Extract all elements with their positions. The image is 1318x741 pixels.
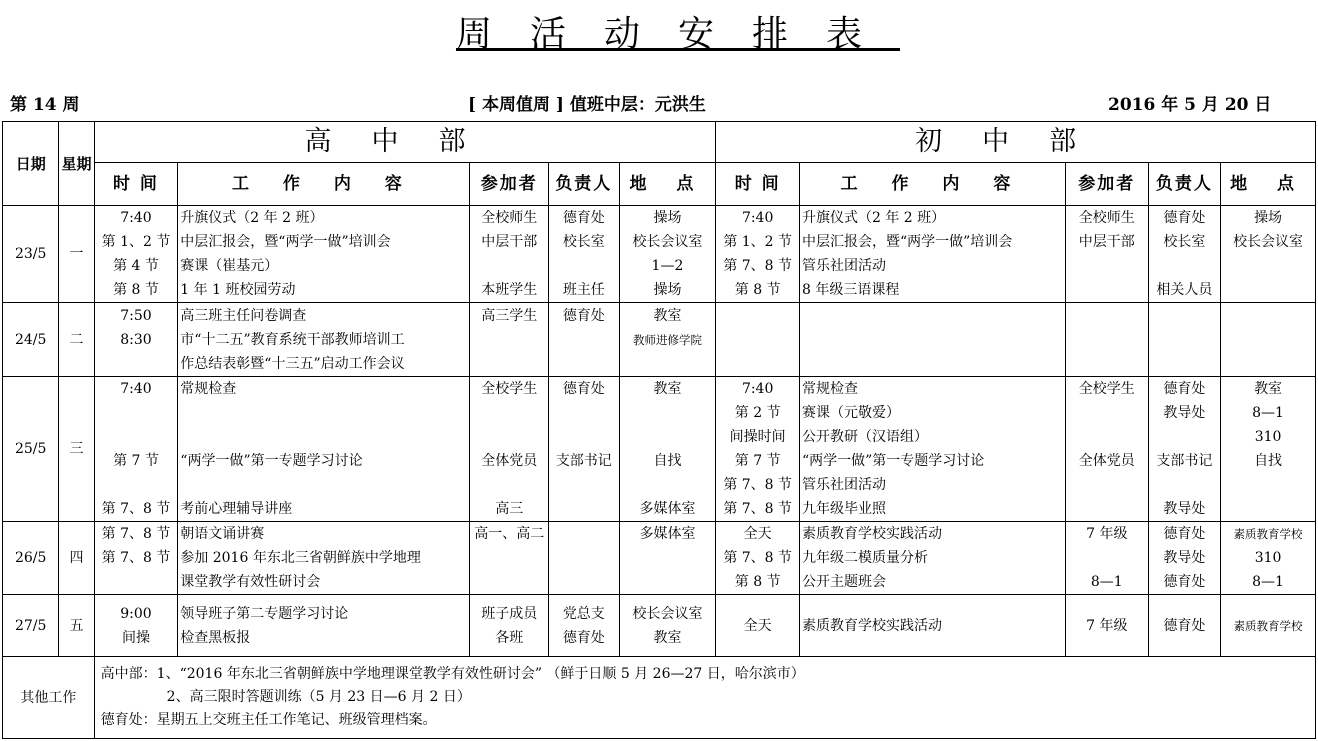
week-number: 第 14 周 <box>10 95 80 115</box>
hs-participants-line <box>472 546 546 570</box>
hs-time-cell <box>94 522 178 595</box>
hs-time-line: 第 8 节 <box>113 282 159 298</box>
hs-content-line: 高三班主任问卷调查 <box>180 307 307 324</box>
hs-responsible-line: 德育处 <box>562 381 605 397</box>
row-date: 24/5 <box>3 303 59 377</box>
ms-place-line <box>1223 473 1313 497</box>
ms-time-line: 第 8 节 <box>734 282 781 298</box>
hs-content-line: 参加 2016 年东北三省朝鲜族中学地理 <box>180 550 421 566</box>
hs-participants-line: 本班学生 <box>481 282 538 298</box>
hs-place-line <box>622 546 714 570</box>
ms-content-line: 公开主题班会 <box>801 574 886 590</box>
ms-time-line: 第 7、8 节 <box>723 501 793 517</box>
hs-responsible-line <box>551 254 617 278</box>
hs-participants-line: 高三学生 <box>481 307 538 324</box>
hs-participants-cell <box>470 377 549 522</box>
hs-place-cell <box>619 595 716 657</box>
ms-place-line: 310 <box>1254 550 1282 566</box>
duty-officer: [ 本周值周 ] 值班中层：元洪生 <box>468 95 706 115</box>
row-weekday: 一 <box>59 206 94 303</box>
hs-content-line: 朝语文诵讲赛 <box>180 526 265 542</box>
ms-content-line: 管乐社团活动 <box>801 477 886 493</box>
ms-participants-line: 全校师生 <box>1078 210 1135 226</box>
hs-time-header: 时 间 <box>94 163 178 206</box>
ms-content-line: 公开教研（汉语组） <box>801 429 928 445</box>
row-weekday: 四 <box>59 522 94 595</box>
ms-responsible-line: 德育处 <box>1163 526 1206 542</box>
hs-responsible-cell <box>549 206 620 303</box>
ms-participants-line <box>1068 497 1146 521</box>
ms-time-header: 时 间 <box>716 163 800 206</box>
ms-content-line: 中层汇报会，暨“两学一做”培训会 <box>801 234 1013 250</box>
ms-content-cell <box>799 303 1065 377</box>
hs-content-line: 考前心理辅导讲座 <box>180 501 293 517</box>
ms-time-line: 间操时间 <box>729 429 786 445</box>
hs-place-line <box>622 401 714 425</box>
hs-content-cell <box>178 206 470 303</box>
ms-participants-cell <box>1065 522 1148 595</box>
ms-responsible-cell <box>1148 522 1221 595</box>
hs-time-line: 9:00 <box>120 605 152 622</box>
ms-time-line: 第 8 节 <box>734 574 781 590</box>
ms-content-line: “两学一做”第一专题学习讨论 <box>801 453 985 469</box>
hs-content-line: “两学一做”第一专题学习讨论 <box>180 453 363 469</box>
ms-place-line: 素质教育学校 <box>1233 618 1303 633</box>
hs-participants-line: 各班 <box>495 629 524 646</box>
hs-time-line: 第 7、8 节 <box>101 550 171 566</box>
hs-place-line: 校长会议室 <box>632 605 703 622</box>
ms-participants-line <box>1068 401 1146 425</box>
hs-content-cell <box>178 595 470 657</box>
hs-place-header: 地 点 <box>619 163 716 206</box>
other-work-line: 2、高三限时答题训练（5 月 23 日—6 月 2 日） <box>166 689 471 705</box>
ms-time-cell <box>716 303 800 377</box>
hs-participants-line: 中层干部 <box>481 234 538 250</box>
hs-content-line: 检查黑板报 <box>180 629 251 646</box>
ms-place-line: 校长会议室 <box>1233 234 1304 250</box>
hs-place-cell <box>619 303 716 377</box>
ms-place-cell <box>1221 206 1316 303</box>
ms-participants-line <box>1068 425 1146 449</box>
hs-participants-line <box>472 401 546 425</box>
ms-time-line: 第 7、8 节 <box>723 258 793 274</box>
ms-responsible-line: 德育处 <box>1163 617 1206 634</box>
ms-responsible-line: 德育处 <box>1163 210 1206 226</box>
ms-participants-line <box>1068 254 1146 278</box>
hs-place-cell <box>619 206 716 303</box>
ms-time-cell <box>716 522 800 595</box>
hs-place-line: 教师进修学院 <box>632 332 702 347</box>
hs-responsible-line <box>551 570 617 594</box>
row-date: 26/5 <box>3 522 59 595</box>
hs-participants-header: 参加者 <box>470 163 549 206</box>
hs-responsible-line <box>551 401 617 425</box>
hs-content-line: 领导班子第二专题学习讨论 <box>180 605 349 622</box>
ms-participants-cell <box>1065 595 1148 657</box>
hs-responsible-line: 德育处 <box>562 629 605 646</box>
hs-participants-cell <box>470 522 549 595</box>
hs-time-cell <box>94 377 178 522</box>
ms-participants-cell <box>1065 206 1148 303</box>
hs-time-line <box>97 473 176 497</box>
ms-content-cell <box>799 377 1065 522</box>
hs-time-line: 第 4 节 <box>113 258 159 274</box>
ms-responsible-line: 相关人员 <box>1156 282 1213 298</box>
hs-place-line: 多媒体室 <box>639 526 696 542</box>
ms-time-line: 全天 <box>743 526 772 542</box>
hs-responsible-line <box>551 522 617 546</box>
hs-time-line: 间操 <box>121 629 150 646</box>
hs-participants-line: 全校师生 <box>481 210 538 226</box>
hs-place-line <box>622 352 714 376</box>
ms-responsible-line <box>1151 473 1219 497</box>
ms-participants-cell <box>1065 303 1148 377</box>
date-header: 日期 <box>3 122 59 206</box>
ms-content-line: 管乐社团活动 <box>801 258 886 274</box>
hs-time-line: 第 1、2 节 <box>101 234 171 250</box>
hs-participants-line <box>472 328 546 352</box>
hs-time-line: 第 7、8 节 <box>101 501 171 517</box>
ms-place-line: 8—1 <box>1252 574 1284 590</box>
hs-responsible-line <box>551 497 617 521</box>
hs-responsible-cell <box>549 377 620 522</box>
hs-time-line: 7:40 <box>120 210 152 226</box>
ms-participants-line <box>1068 546 1146 570</box>
ms-content-line: 九年级毕业照 <box>801 501 886 517</box>
hs-responsible-line: 党总支 <box>562 605 605 622</box>
ms-time-line: 第 1、2 节 <box>723 234 793 250</box>
hs-place-line: 校长会议室 <box>632 234 703 250</box>
hs-content-line: 课堂教学有效性研讨会 <box>180 574 321 590</box>
hs-time-cell <box>94 303 178 377</box>
ms-time-cell <box>716 377 800 522</box>
page-title: 周活动安排表 <box>455 14 900 55</box>
hs-participants-line: 全体党员 <box>481 453 538 469</box>
hs-responsible-line <box>551 473 617 497</box>
hs-place-line <box>622 425 714 449</box>
ms-place-line: 素质教育学校 <box>1233 527 1303 541</box>
ms-responsible-line <box>1151 425 1219 449</box>
hs-participants-line <box>472 254 546 278</box>
hs-time-line <box>97 352 176 376</box>
hs-place-line: 操场 <box>653 210 682 226</box>
hs-content-line <box>180 401 467 425</box>
ms-responsible-header: 负责人 <box>1148 163 1221 206</box>
hs-responsible-line <box>551 546 617 570</box>
ms-time-cell <box>716 206 800 303</box>
ms-time-cell <box>716 595 800 657</box>
ms-content-line: 赛课（元敬爱） <box>801 405 900 421</box>
ms-responsible-line: 德育处 <box>1163 574 1206 590</box>
hs-responsible-line <box>551 328 617 352</box>
hs-responsible-line: 支部书记 <box>555 453 612 469</box>
hs-participants-cell <box>470 303 549 377</box>
ms-participants-line: 8—1 <box>1090 574 1123 590</box>
ms-content-line: 升旗仪式（2 年 2 班） <box>801 210 946 226</box>
ms-place-line: 8—1 <box>1252 405 1284 421</box>
other-work-notes <box>94 657 1315 739</box>
hs-responsible-line: 德育处 <box>562 307 605 324</box>
hs-participants-line: 高三 <box>495 501 524 517</box>
hs-place-line <box>622 473 714 497</box>
ms-place-header: 地 点 <box>1221 163 1316 206</box>
ms-participants-line: 全体党员 <box>1078 453 1135 469</box>
ms-responsible-cell <box>1148 206 1221 303</box>
ms-time-line: 7:40 <box>741 210 774 226</box>
hs-participants-line <box>472 352 546 376</box>
hs-content-line: 1 年 1 班校园劳动 <box>180 282 296 298</box>
hs-place-line: 多媒体室 <box>639 501 696 517</box>
hs-place-line: 1—2 <box>651 258 684 274</box>
hs-responsible-line: 校长室 <box>562 234 605 250</box>
hs-participants-line: 全校学生 <box>481 381 538 397</box>
ms-participants-line <box>1068 473 1146 497</box>
hs-content-cell <box>178 377 470 522</box>
hs-time-line: 7:40 <box>120 381 152 397</box>
hs-responsible-header: 负责人 <box>549 163 620 206</box>
ms-responsible-line: 教导处 <box>1163 501 1206 517</box>
ms-responsible-line: 教导处 <box>1163 550 1206 566</box>
hs-participants-line: 班子成员 <box>481 605 538 622</box>
hs-responsible-cell <box>549 303 620 377</box>
hs-time-line: 第 7、8 节 <box>101 526 171 542</box>
ms-time-line: 7:40 <box>741 381 774 397</box>
hs-responsible-cell <box>549 595 620 657</box>
ms-time-line: 全天 <box>743 617 772 634</box>
hs-content-line: 升旗仪式（2 年 2 班） <box>180 210 324 226</box>
row-weekday: 二 <box>59 303 94 377</box>
hs-participants-line <box>472 473 546 497</box>
ms-responsible-line: 支部书记 <box>1156 453 1213 469</box>
hs-responsible-line <box>551 425 617 449</box>
hs-content-line <box>180 473 467 497</box>
ms-place-line <box>1223 254 1313 278</box>
middle-school-header: 初中部 <box>716 122 1316 163</box>
ms-content-cell <box>799 522 1065 595</box>
hs-content-line: 市“十二五”教育系统干部教师培训工 <box>180 331 405 348</box>
ms-participants-line <box>1068 278 1146 302</box>
ms-responsible-cell <box>1148 377 1221 522</box>
ms-content-line: 九年级二模质量分析 <box>801 550 928 566</box>
ms-responsible-line: 校长室 <box>1163 234 1206 250</box>
hs-time-cell <box>94 595 178 657</box>
ms-content-line: 素质教育学校实践活动 <box>801 617 942 634</box>
hs-responsible-line <box>551 352 617 376</box>
ms-responsible-line <box>1151 254 1219 278</box>
ms-place-cell <box>1221 595 1316 657</box>
ms-participants-line: 全校学生 <box>1078 381 1135 397</box>
hs-content-cell <box>178 303 470 377</box>
hs-place-line: 操场 <box>653 282 682 298</box>
ms-participants-line: 7 年级 <box>1086 526 1128 542</box>
hs-participants-cell <box>470 595 549 657</box>
ms-time-line: 第 2 节 <box>734 405 781 421</box>
ms-responsible-line: 教导处 <box>1163 405 1206 421</box>
hs-content-line: 作总结表彰暨“十三五”启动工作会议 <box>180 355 405 372</box>
ms-content-line: 常规检查 <box>801 381 858 397</box>
ms-time-line: 第 7、8 节 <box>723 477 793 493</box>
issue-date: 2016 年 5 月 20 日 <box>1108 95 1272 115</box>
ms-place-cell <box>1221 522 1316 595</box>
hs-place-line: 教室 <box>653 307 682 324</box>
hs-time-line <box>97 570 176 594</box>
hs-content-line <box>180 425 467 449</box>
ms-place-line <box>1223 278 1313 302</box>
ms-participants-header: 参加者 <box>1065 163 1148 206</box>
hs-responsible-cell <box>549 522 620 595</box>
ms-time-line: 第 7 节 <box>734 453 781 469</box>
ms-content-header: 工 作 内 容 <box>799 163 1065 206</box>
hs-place-cell <box>619 522 716 595</box>
hs-participants-cell <box>470 206 549 303</box>
hs-time-line <box>97 401 176 425</box>
hs-content-line: 赛课（崔基元） <box>180 258 279 274</box>
hs-content-cell <box>178 522 470 595</box>
ms-responsible-cell <box>1148 595 1221 657</box>
row-date: 27/5 <box>3 595 59 657</box>
row-date: 25/5 <box>3 377 59 522</box>
ms-responsible-line: 德育处 <box>1163 381 1206 397</box>
ms-place-cell <box>1221 377 1316 522</box>
hs-place-line: 教室 <box>653 629 682 646</box>
other-work-line: 高中部：1、“2016 年东北三省朝鲜族中学地理课堂教学有效性研讨会” （鲜于日顺 5 月 26—27 日，哈尔滨市） <box>100 666 805 682</box>
ms-participants-line: 7 年级 <box>1086 617 1128 634</box>
hs-place-line <box>622 570 714 594</box>
high-school-header: 高中部 <box>94 122 716 163</box>
hs-responsible-line: 班主任 <box>562 282 605 298</box>
row-date: 23/5 <box>3 206 59 303</box>
ms-time-line: 第 7、8 节 <box>723 550 793 566</box>
ms-place-line <box>1223 497 1313 521</box>
ms-content-line: 素质教育学校实践活动 <box>801 526 942 542</box>
ms-content-cell <box>799 206 1065 303</box>
ms-place-line: 操场 <box>1254 210 1283 226</box>
ms-place-cell <box>1221 303 1316 377</box>
hs-participants-line <box>472 570 546 594</box>
ms-place-line: 教室 <box>1254 381 1283 397</box>
row-weekday: 三 <box>59 377 94 522</box>
weekday-header: 星期 <box>59 122 94 206</box>
hs-participants-line: 高一、高二 <box>474 526 545 542</box>
hs-content-line: 中层汇报会，暨“两学一做”培训会 <box>180 234 391 250</box>
ms-responsible-cell <box>1148 303 1221 377</box>
hs-time-cell <box>94 206 178 303</box>
hs-content-header: 工 作 内 容 <box>178 163 470 206</box>
ms-participants-cell <box>1065 377 1148 522</box>
ms-content-cell <box>799 595 1065 657</box>
hs-participants-line <box>472 425 546 449</box>
hs-place-line: 教室 <box>653 381 682 397</box>
ms-content-line: 8 年级三语课程 <box>801 282 900 298</box>
ms-place-line: 310 <box>1254 429 1282 445</box>
hs-time-line: 8:30 <box>120 331 152 348</box>
ms-place-line: 自找 <box>1254 453 1283 469</box>
hs-time-line: 第 7 节 <box>113 453 159 469</box>
ms-participants-line: 中层干部 <box>1078 234 1135 250</box>
hs-time-line: 7:50 <box>120 307 152 324</box>
schedule-table <box>2 121 1316 739</box>
hs-responsible-line: 德育处 <box>562 210 605 226</box>
row-weekday: 五 <box>59 595 94 657</box>
hs-place-line: 自找 <box>653 453 682 469</box>
hs-place-cell <box>619 377 716 522</box>
hs-time-line <box>97 425 176 449</box>
other-work-line: 德育处：星期五上交班主任工作笔记、班级管理档案。 <box>100 712 437 728</box>
hs-content-line: 常规检查 <box>180 381 237 397</box>
other-work-label: 其他工作 <box>3 657 95 739</box>
